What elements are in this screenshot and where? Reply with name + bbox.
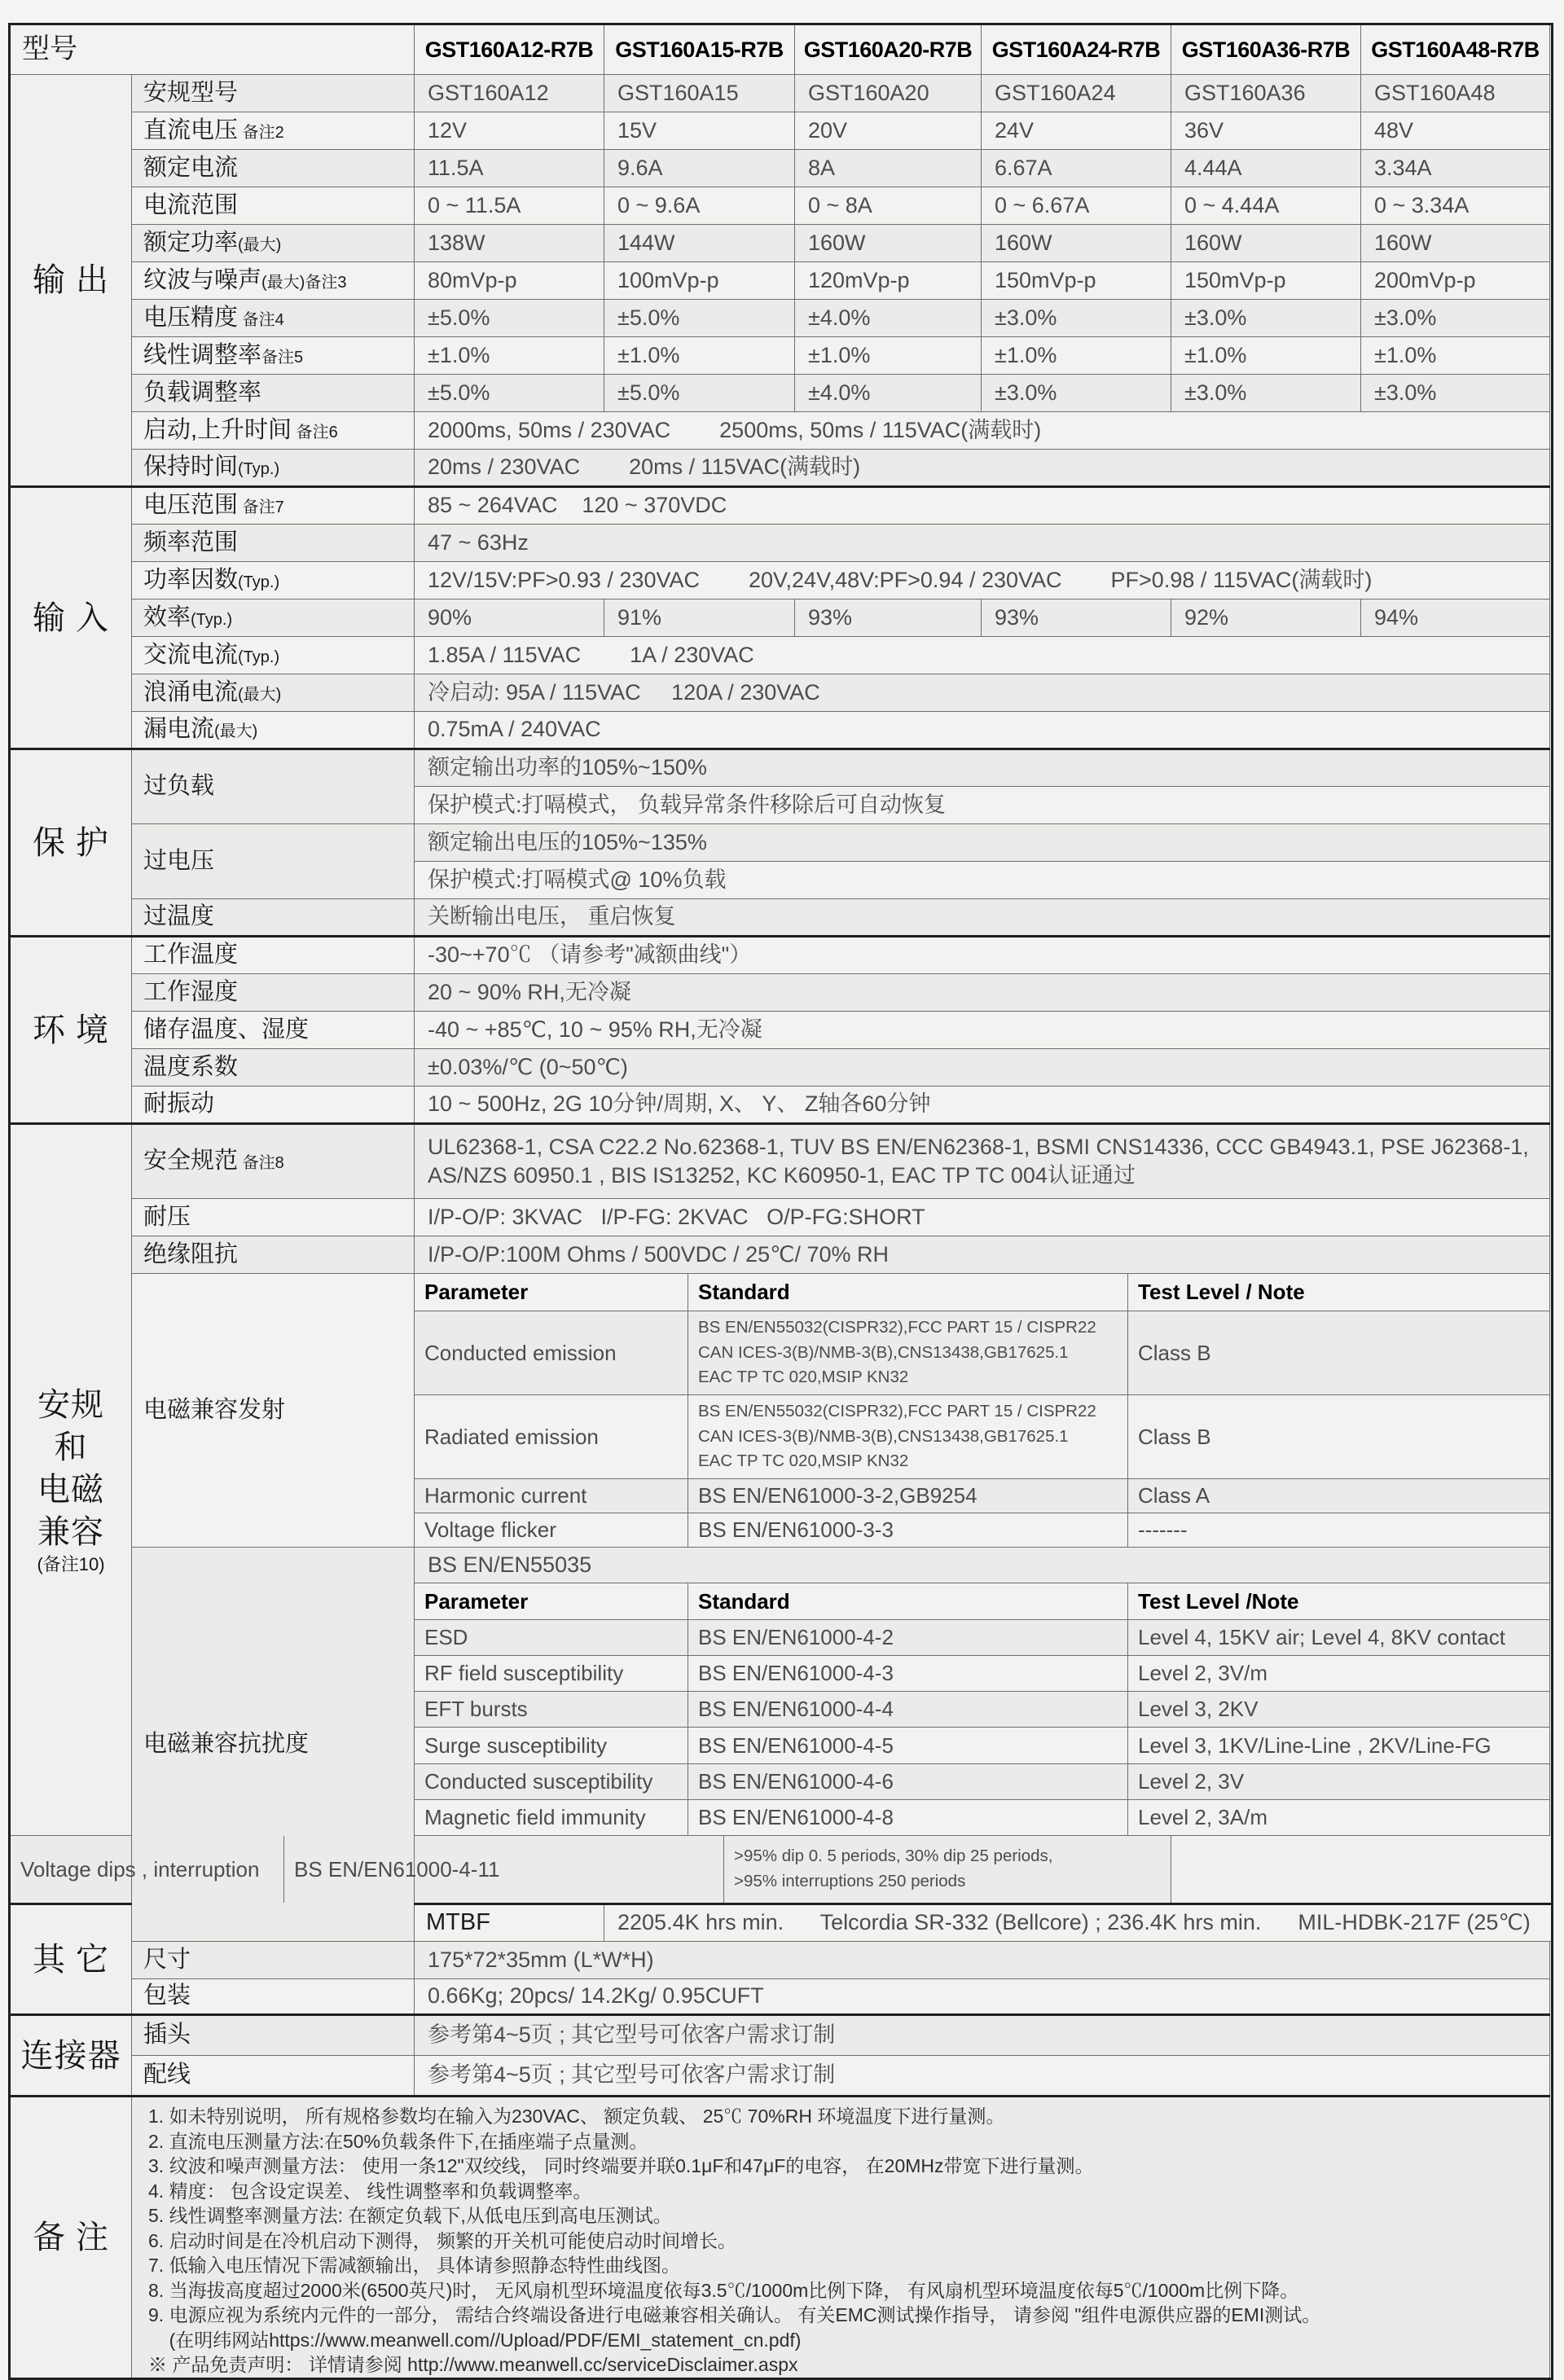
value-cell: 8A bbox=[795, 150, 982, 187]
label-note-suffix: 备注6 bbox=[292, 423, 338, 441]
emc-col: Surge susceptibility bbox=[424, 1732, 607, 1758]
value-cell: 160W bbox=[1361, 225, 1550, 262]
value-cell: 24V bbox=[982, 112, 1171, 150]
value-cell: 冷启动: 95A / 115VAC 120A / 230VAC bbox=[415, 674, 1550, 712]
group-protection: 保 护 bbox=[10, 749, 132, 937]
emc-table-cell bbox=[415, 1479, 1550, 1513]
value-cell: ±1.0% bbox=[1361, 337, 1550, 375]
emc-col: ------- bbox=[1127, 1513, 1549, 1547]
emc-col: Parameter bbox=[424, 1280, 529, 1304]
model-row-label: 型号 bbox=[10, 24, 415, 75]
value-cell: ±1.0% bbox=[604, 337, 795, 375]
emc-col: Conducted susceptibility bbox=[424, 1769, 653, 1794]
value-cell: 额定输出电压的105%~135% bbox=[415, 824, 1550, 862]
row-label: 过电压 bbox=[132, 824, 415, 899]
value-cell: 20V bbox=[795, 112, 982, 150]
value-cell: GST160A24 bbox=[982, 75, 1171, 112]
value-cell: 20ms / 230VAC 20ms / 115VAC(满载时) bbox=[415, 450, 1550, 487]
emc-table-cell bbox=[415, 1728, 1550, 1764]
value-cell: 0 ~ 4.44A bbox=[1171, 187, 1361, 225]
value-cell: I/P-O/P:100M Ohms / 500VDC / 25℃/ 70% RH bbox=[415, 1236, 1550, 1274]
value-cell: 额定输出功率的105%~150% bbox=[415, 749, 1550, 787]
note-line: 4. 精度： 包含设定误差、 线性调整率和负载调整率。 bbox=[148, 2180, 592, 2202]
label-note-suffix: 备注2 bbox=[238, 123, 284, 142]
row-label: 额定功率(最大) bbox=[132, 225, 415, 262]
value-cell: 94% bbox=[1361, 599, 1550, 637]
emc-immunity-label: 电磁兼容抗扰度 bbox=[132, 1548, 415, 1942]
label-note-suffix: (Typ.) bbox=[238, 460, 280, 479]
value-cell: 0.66Kg; 20pcs/ 14.2Kg/ 0.95CUFT bbox=[415, 1979, 1550, 2015]
emc-col: Class B bbox=[1127, 1395, 1549, 1478]
label-note-suffix: (Typ.) bbox=[238, 573, 280, 591]
label-note-suffix: (Typ.) bbox=[238, 648, 280, 666]
value-cell: 36V bbox=[1171, 112, 1361, 150]
value-cell: ±5.0% bbox=[604, 375, 795, 412]
value-cell: 0 ~ 9.6A bbox=[604, 187, 795, 225]
value-cell: ±5.0% bbox=[604, 300, 795, 337]
row-label: 插头 bbox=[132, 2015, 415, 2056]
label-note-suffix: 备注4 bbox=[238, 310, 284, 329]
row-label: 安规型号 bbox=[132, 75, 415, 112]
row-label: 工作湿度 bbox=[132, 974, 415, 1012]
value-cell: GST160A48 bbox=[1361, 75, 1550, 112]
value-cell: 6.67A bbox=[982, 150, 1171, 187]
emc-col: Level 3, 2KV bbox=[1127, 1692, 1549, 1727]
value-cell: 47 ~ 63Hz bbox=[415, 525, 1550, 562]
label-note-suffix: (最大) bbox=[214, 722, 258, 741]
note-line: 7. 低输入电压情况下需减额输出， 具体请参照静态特性曲线图。 bbox=[148, 2255, 680, 2276]
row-label: 耐压 bbox=[132, 1199, 415, 1236]
emc-col: BS EN/EN61000-4-3 bbox=[688, 1656, 1127, 1691]
emc-col: Level 3, 1KV/Line-Line , 2KV/Line-FG bbox=[1127, 1728, 1549, 1763]
value-cell: 2205.4K hrs min. Telcordia SR-332 (Bellcore) ; 236.4K hrs min. MIL-HDBK-217F (25℃) bbox=[604, 1904, 1553, 1942]
note-line: 5. 线性调整率测量方法: 在额定负载下,从低电压到高电压测试。 bbox=[148, 2205, 672, 2226]
value-cell: 9.6A bbox=[604, 150, 795, 187]
spec-table bbox=[8, 23, 1553, 2380]
note-line: ※ 产品免责声明： 详情请参阅 http://www.meanwell.cc/serviceDisclaimer.aspx bbox=[148, 2354, 798, 2375]
emc-col: BS EN/EN61000-4-8 bbox=[688, 1800, 1127, 1835]
value-cell: 参考第4~5页 ; 其它型号可依客户需求订制 bbox=[415, 2056, 1550, 2097]
row-label: 线性调整率备注5 bbox=[132, 337, 415, 375]
value-cell: 0 ~ 3.34A bbox=[1361, 187, 1550, 225]
model-header: GST160A12-R7B bbox=[415, 24, 604, 75]
value-cell: ±1.0% bbox=[982, 337, 1171, 375]
value-cell: UL62368-1, CSA C22.2 No.62368-1, TUV BS EN/EN62368-1, BSMI CNS14336, CCC GB4943.1, PSE J62368-1, AS/NZS 60950.1 , BIS IS13252, KC K60950-1, EAC TP TC 004认证通过 bbox=[415, 1124, 1550, 1199]
note-line: (在明纬网站https://www.meanwell.com//Upload/PDF/EMI_statement_cn.pdf) bbox=[148, 2329, 802, 2351]
value-cell: ±3.0% bbox=[982, 300, 1171, 337]
value-cell: 2000ms, 50ms / 230VAC 2500ms, 50ms / 115VAC(满载时) bbox=[415, 412, 1550, 450]
emc-table-cell bbox=[415, 1764, 1550, 1800]
label-note-suffix: (Typ.) bbox=[191, 610, 233, 629]
emc-col: Harmonic current bbox=[424, 1483, 587, 1508]
value-cell: 80mVp-p bbox=[415, 262, 604, 300]
label-note-suffix: 备注8 bbox=[238, 1154, 284, 1173]
value-cell: 保护模式:打嗝模式@ 10%负载 bbox=[415, 862, 1550, 899]
emc-col: Conducted emission bbox=[424, 1340, 617, 1365]
emc-col: BS EN/EN55032(CISPR32),FCC PART 15 / CISPR22 CAN ICES-3(B)/NMB-3(B),CNS13438,GB17625.1 EAC TP TC 020,MSIP KN32 bbox=[688, 1311, 1127, 1394]
group-safety-emc: 安规 和 电磁 兼容 (备注10) bbox=[10, 1124, 132, 1836]
group-notes: 备 注 bbox=[10, 2097, 132, 2379]
value-cell: ±0.03%/℃ (0~50℃) bbox=[415, 1049, 1550, 1087]
emc-table-cell bbox=[415, 1656, 1550, 1692]
emc-col: BS EN/EN61000-4-2 bbox=[688, 1620, 1127, 1655]
label-note-suffix: 备注7 bbox=[238, 498, 284, 517]
row-label: 功率因数(Typ.) bbox=[132, 562, 415, 599]
emc-col: Class A bbox=[1127, 1479, 1549, 1513]
group-environment: 环 境 bbox=[10, 937, 132, 1124]
label-note-suffix: (最大) bbox=[238, 235, 282, 254]
value-cell: I/P-O/P: 3KVAC I/P-FG: 2KVAC O/P-FG:SHORT bbox=[415, 1199, 1550, 1236]
row-label: 效率(Typ.) bbox=[132, 599, 415, 637]
value-cell: 93% bbox=[982, 599, 1171, 637]
model-header: GST160A36-R7B bbox=[1171, 24, 1361, 75]
row-label: 频率范围 bbox=[132, 525, 415, 562]
label-note-suffix: 备注5 bbox=[261, 348, 304, 367]
emc-col: Level 2, 3V bbox=[1127, 1764, 1549, 1799]
value-cell: 0.75mA / 240VAC bbox=[415, 712, 1550, 749]
value-cell: 92% bbox=[1171, 599, 1361, 637]
value-cell: ±3.0% bbox=[1171, 375, 1361, 412]
row-label: 耐振动 bbox=[132, 1087, 415, 1124]
emc-col: Voltage dips , interruption bbox=[20, 1856, 260, 1882]
value-cell: 0 ~ 11.5A bbox=[415, 187, 604, 225]
emc-col: BS EN/EN55032(CISPR32),FCC PART 15 / CISPR22 CAN ICES-3(B)/NMB-3(B),CNS13438,GB17625.1 EAC TP TC 020,MSIP KN32 bbox=[688, 1395, 1127, 1478]
note-line: 3. 纹波和噪声测量方法： 使用一条12"双绞线， 同时终端要并联0.1μF和47μF的电容， 在20MHz带宽下进行量测。 bbox=[148, 2155, 1094, 2176]
value-cell: 160W bbox=[795, 225, 982, 262]
group-input: 输 入 bbox=[10, 487, 132, 749]
value-cell: ±1.0% bbox=[415, 337, 604, 375]
emc-col: Test Level / Note bbox=[1127, 1274, 1549, 1311]
value-cell: ±4.0% bbox=[795, 375, 982, 412]
value-cell: GST160A36 bbox=[1171, 75, 1361, 112]
value-cell: -40 ~ +85℃, 10 ~ 95% RH,无冷凝 bbox=[415, 1012, 1550, 1049]
row-label: 温度系数 bbox=[132, 1049, 415, 1087]
emc-col: EFT bursts bbox=[424, 1697, 528, 1721]
label-note-suffix: (备注10) bbox=[37, 1553, 105, 1574]
value-cell: 160W bbox=[1171, 225, 1361, 262]
emc-col: Standard bbox=[688, 1583, 1127, 1619]
row-label: 纹波与噪声(最大)备注3 bbox=[132, 262, 415, 300]
value-cell: 12V/15V:PF>0.93 / 230VAC 20V,24V,48V:PF>0.94 / 230VAC PF>0.98 / 115VAC(满载时) bbox=[415, 562, 1550, 599]
note-line: 9. 电源应视为系统内元件的一部分， 需结合终端设备进行电磁兼容相关确认。 有关EMC测试操作指导， 请参阅 "组件电源供应器的EMI测试。 bbox=[148, 2304, 1321, 2325]
emc-col: Level 2, 3A/m bbox=[1127, 1800, 1549, 1835]
value-cell: 关断输出电压， 重启恢复 bbox=[415, 899, 1550, 937]
note-line: 6. 启动时间是在冷机启动下测得， 频繁的开关机可能使启动时间增长。 bbox=[148, 2229, 736, 2251]
value-cell: 150mVp-p bbox=[1171, 262, 1361, 300]
value-cell: 20 ~ 90% RH,无冷凝 bbox=[415, 974, 1550, 1012]
value-cell: ±3.0% bbox=[1171, 300, 1361, 337]
emc-col: BS EN/EN61000-3-2,GB9254 bbox=[688, 1479, 1127, 1513]
value-cell: ±3.0% bbox=[982, 375, 1171, 412]
value-cell: ±4.0% bbox=[795, 300, 982, 337]
row-label: 浪涌电流(最大) bbox=[132, 674, 415, 712]
value-cell: 175*72*35mm (L*W*H) bbox=[415, 1942, 1550, 1979]
value-cell: ±5.0% bbox=[415, 375, 604, 412]
row-label: 配线 bbox=[132, 2056, 415, 2097]
label-note-suffix: (最大)备注3 bbox=[261, 273, 347, 292]
value-cell: 144W bbox=[604, 225, 795, 262]
emc-col: Level 2, 3V/m bbox=[1127, 1656, 1549, 1691]
value-cell: 0 ~ 8A bbox=[795, 187, 982, 225]
model-header: GST160A24-R7B bbox=[982, 24, 1171, 75]
emc-table-cell bbox=[415, 1513, 1550, 1548]
emc-table-cell bbox=[415, 1620, 1550, 1656]
emc-table-cell bbox=[415, 1692, 1550, 1728]
emc-table-cell bbox=[415, 1311, 1550, 1395]
row-label: 漏电流(最大) bbox=[132, 712, 415, 749]
row-label: 储存温度、湿度 bbox=[132, 1012, 415, 1049]
group-output: 输 出 bbox=[10, 75, 132, 487]
emc-col: Radiated emission bbox=[424, 1424, 599, 1449]
value-cell: 200mVp-p bbox=[1361, 262, 1550, 300]
emc-col: BS EN/EN61000-4-5 bbox=[688, 1728, 1127, 1763]
model-header: GST160A20-R7B bbox=[795, 24, 982, 75]
value-cell: BS EN/EN55035 bbox=[415, 1548, 1550, 1583]
row-label: 安全规范 备注8 bbox=[132, 1124, 415, 1199]
note-line: 2. 直流电压测量方法:在50%负载条件下,在插座端子点量测。 bbox=[148, 2130, 648, 2152]
value-cell: GST160A12 bbox=[415, 75, 604, 112]
value-cell: 90% bbox=[415, 599, 604, 637]
emc-table-cell bbox=[415, 1583, 1550, 1620]
group-connector: 连接器 bbox=[10, 2015, 132, 2097]
value-cell: 15V bbox=[604, 112, 795, 150]
emc-col: Parameter bbox=[424, 1588, 529, 1614]
value-cell: ±5.0% bbox=[415, 300, 604, 337]
notes-cell bbox=[132, 2097, 1550, 2379]
note-line: 1. 如未特别说明， 所有规格参数均在输入为230VAC、 额定负载、 25℃ 70%RH 环境温度下进行量测。 bbox=[148, 2106, 1005, 2127]
value-cell: 120mVp-p bbox=[795, 262, 982, 300]
value-cell: -30~+70℃ （请参考"减额曲线"） bbox=[415, 937, 1550, 974]
value-cell: 3.34A bbox=[1361, 150, 1550, 187]
row-label: 启动,上升时间 备注6 bbox=[132, 412, 415, 450]
row-label: 交流电流(Typ.) bbox=[132, 637, 415, 674]
value-cell: 48V bbox=[1361, 112, 1550, 150]
row-label: 过负载 bbox=[132, 749, 415, 824]
value-cell: 保护模式:打嗝模式， 负载异常条件移除后可自动恢复 bbox=[415, 787, 1550, 824]
value-cell: 11.5A bbox=[415, 150, 604, 187]
value-cell: 10 ~ 500Hz, 2G 10分钟/周期, X、 Y、 Z轴各60分钟 bbox=[415, 1087, 1550, 1124]
emc-col: BS EN/EN61000-4-11 bbox=[283, 1836, 723, 1903]
value-cell: 138W bbox=[415, 225, 604, 262]
row-label: 电压精度 备注4 bbox=[132, 300, 415, 337]
emc-col: ESD bbox=[424, 1625, 468, 1649]
value-cell: 150mVp-p bbox=[982, 262, 1171, 300]
row-label: 尺寸 bbox=[132, 1942, 415, 1979]
emc-table-cell bbox=[415, 1800, 1550, 1836]
emc-col: BS EN/EN61000-4-6 bbox=[688, 1764, 1127, 1799]
row-label: 过温度 bbox=[132, 899, 415, 937]
emc-col: Voltage flicker bbox=[424, 1517, 556, 1542]
row-label: 工作温度 bbox=[132, 937, 415, 974]
emc-col: RF field susceptibility bbox=[424, 1661, 624, 1685]
value-cell: ±3.0% bbox=[1361, 300, 1550, 337]
emc-table-cell bbox=[415, 1274, 1550, 1311]
value-cell: 0 ~ 6.67A bbox=[982, 187, 1171, 225]
row-label: 额定电流 bbox=[132, 150, 415, 187]
row-label: 电压范围 备注7 bbox=[132, 487, 415, 525]
emc-col: >95% dip 0. 5 periods, 30% dip 25 periods, >95% interruptions 250 periods bbox=[723, 1836, 1171, 1903]
value-cell: ±1.0% bbox=[1171, 337, 1361, 375]
emc-col: BS EN/EN61000-3-3 bbox=[688, 1513, 1127, 1547]
row-label: 绝缘阻抗 bbox=[132, 1236, 415, 1274]
emc-table-cell bbox=[415, 1395, 1550, 1479]
emc-col: Class B bbox=[1127, 1311, 1549, 1394]
label-note-suffix: (最大) bbox=[238, 685, 282, 704]
emc-col: Standard bbox=[688, 1274, 1127, 1311]
value-cell: ±1.0% bbox=[795, 337, 982, 375]
row-label: 直流电压 备注2 bbox=[132, 112, 415, 150]
value-cell: 4.44A bbox=[1171, 150, 1361, 187]
model-header: GST160A15-R7B bbox=[604, 24, 795, 75]
value-cell: GST160A20 bbox=[795, 75, 982, 112]
value-cell: 1.85A / 115VAC 1A / 230VAC bbox=[415, 637, 1550, 674]
value-cell: 100mVp-p bbox=[604, 262, 795, 300]
emc-col: Magnetic field immunity bbox=[424, 1805, 646, 1829]
table-body bbox=[10, 24, 1553, 2379]
row-label: 包装 bbox=[132, 1979, 415, 2015]
emc-col: Test Level /Note bbox=[1127, 1583, 1549, 1619]
value-cell: 参考第4~5页 ; 其它型号可依客户需求订制 bbox=[415, 2015, 1550, 2056]
value-cell: 91% bbox=[604, 599, 795, 637]
value-cell: 12V bbox=[415, 112, 604, 150]
emc-table-cell bbox=[10, 1836, 1171, 1904]
model-header: GST160A48-R7B bbox=[1361, 24, 1550, 75]
value-cell: 93% bbox=[795, 599, 982, 637]
row-label: MTBF bbox=[415, 1904, 604, 1942]
group-others: 其 它 bbox=[10, 1904, 132, 2015]
emc-emission-label: 电磁兼容发射 bbox=[132, 1274, 415, 1548]
emc-col: BS EN/EN61000-4-4 bbox=[688, 1692, 1127, 1727]
value-cell: 160W bbox=[982, 225, 1171, 262]
row-label: 电流范围 bbox=[132, 187, 415, 225]
value-cell: GST160A15 bbox=[604, 75, 795, 112]
row-label: 保持时间(Typ.) bbox=[132, 450, 415, 487]
value-cell: ±3.0% bbox=[1361, 375, 1550, 412]
note-line: 8. 当海拔高度超过2000米(6500英尺)时， 无风扇机型环境温度依每3.5℃/1000m比例下降， 有风扇机型环境温度依每5℃/1000m比例下降。 bbox=[148, 2279, 1299, 2301]
row-label: 负载调整率 bbox=[132, 375, 415, 412]
emc-col: Level 4, 15KV air; Level 4, 8KV contact bbox=[1127, 1620, 1549, 1655]
value-cell: 85 ~ 264VAC 120 ~ 370VDC bbox=[415, 487, 1550, 525]
